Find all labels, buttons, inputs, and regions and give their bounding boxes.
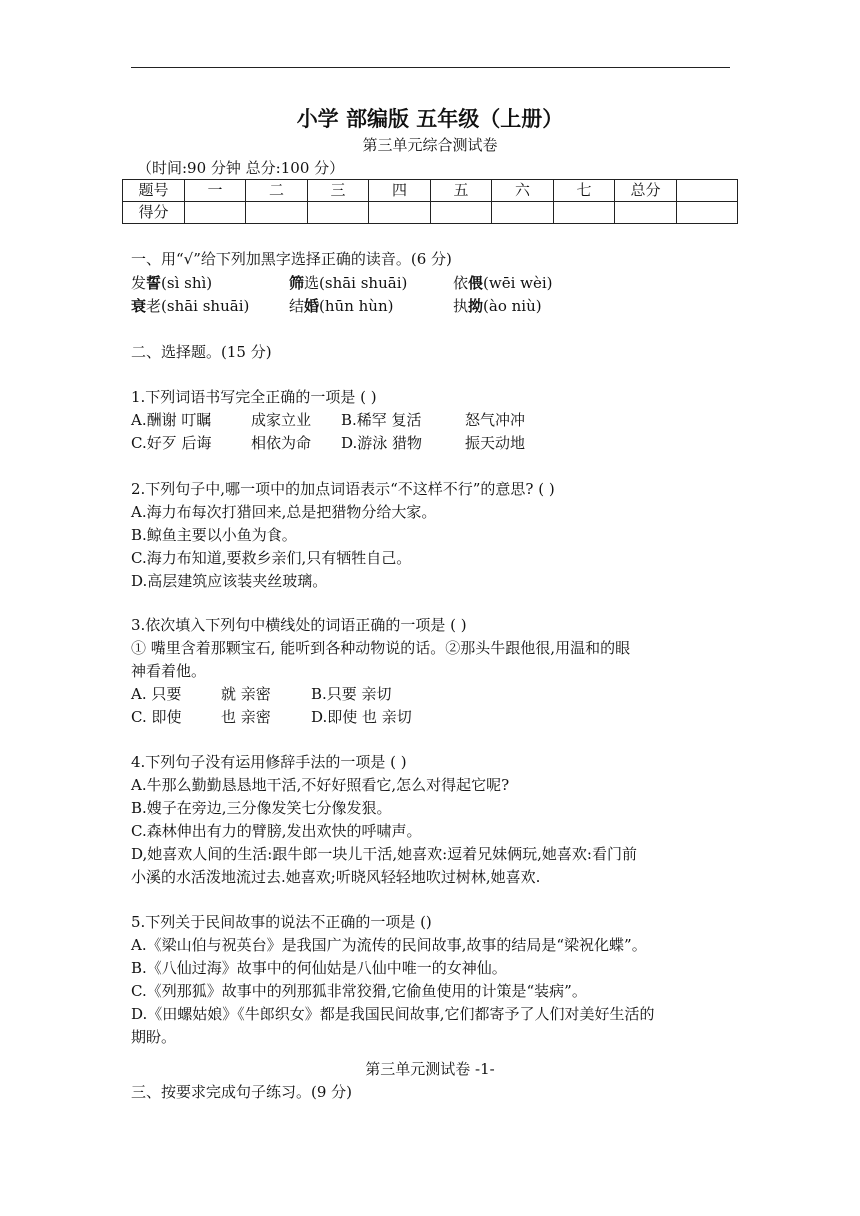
q5-option-b: B.《八仙过海》故事中的何仙姑是八仙中唯一的女神仙。 bbox=[131, 959, 507, 977]
section2-heading: 二、选择题。(15 分) bbox=[131, 343, 272, 361]
table-cell: 四 bbox=[369, 180, 431, 202]
q5-option-d-line1: D.《田螺姑娘》《牛郎织女》都是我国民间故事,它们都寄予了人们对美好生活的 bbox=[131, 1005, 655, 1023]
q3-stem: 3.依次填入下列句中横线处的词语正确的一项是 ( ) bbox=[131, 616, 467, 634]
score-cell bbox=[185, 202, 246, 224]
score-cell bbox=[615, 202, 677, 224]
table-cell: 总分 bbox=[615, 180, 677, 202]
q1-stem: 1.下列词语书写完全正确的一项是 ( ) bbox=[131, 388, 377, 406]
option-text: C. 即使 bbox=[131, 708, 182, 726]
q4-option-c: C.森林伸出有力的臂膀,发出欢快的呼啸声。 bbox=[131, 822, 422, 840]
q2-option-c: C.海力布知道,要救乡亲们,只有牺牲自己。 bbox=[131, 549, 412, 567]
q1-options-ab bbox=[131, 409, 525, 431]
table-cell: 一 bbox=[185, 180, 246, 202]
score-cell bbox=[431, 202, 492, 224]
option-text: 就 亲密 bbox=[221, 685, 271, 703]
option-text: A. 只要 bbox=[131, 685, 182, 703]
option-text: D.即使 也 亲切 bbox=[311, 708, 412, 726]
option-text: A.酬谢 叮瞩 bbox=[131, 411, 212, 429]
pinyin-item: 发誓(sì shì) bbox=[131, 274, 213, 292]
q4-option-d-line1: D,她喜欢人间的生活:跟牛郎一块儿干活,她喜欢:逗着兄妹俩玩,她喜欢:看门前 bbox=[131, 845, 637, 863]
q4-option-d-line2: 小溪的水活泼地流过去.她喜欢;听晓风轻轻地吹过树林,她喜欢. bbox=[131, 868, 541, 886]
pinyin-item: 依偎(wēi wèi) bbox=[453, 274, 553, 292]
q4-option-a: A.牛那么勤勤恳恳地干活,不好好照看它,怎么对得起它呢? bbox=[131, 776, 510, 794]
q5-option-d-line2: 期盼。 bbox=[131, 1028, 177, 1046]
pinyin-item: 执拗(ào niù) bbox=[453, 297, 542, 315]
table-cell: 题号 bbox=[123, 180, 185, 202]
q3-options-ab bbox=[131, 683, 392, 705]
score-cell bbox=[492, 202, 554, 224]
score-cell bbox=[308, 202, 369, 224]
option-text: 怒气冲冲 bbox=[465, 411, 526, 429]
score-cell bbox=[554, 202, 615, 224]
q4-stem: 4.下列句子没有运用修辞手法的一项是 ( ) bbox=[131, 753, 407, 771]
pinyin-item: 结婚(hūn hùn) bbox=[289, 297, 394, 315]
section1-heading: 一、用“√”给下列加黑字选择正确的读音。(6 分) bbox=[131, 250, 452, 268]
section3-heading: 三、按要求完成句子练习。(9 分) bbox=[131, 1083, 353, 1101]
table-cell: 五 bbox=[431, 180, 492, 202]
pinyin-row-1 bbox=[131, 272, 553, 294]
page-title: 小学 部编版 五年级（上册） bbox=[296, 106, 564, 131]
table-cell: 得分 bbox=[123, 202, 185, 224]
q4-option-b: B.嫂子在旁边,三分像发笑七分像发狠。 bbox=[131, 799, 392, 817]
q2-option-a: A.海力布每次打猎回来,总是把猎物分给大家。 bbox=[131, 503, 437, 521]
pinyin-item: 衰老(shāi shuāi) bbox=[131, 297, 250, 315]
q5-stem: 5.下列关于民间故事的说法不正确的一项是 () bbox=[131, 913, 432, 931]
q5-option-a: A.《梁山伯与祝英台》是我国广为流传的民间故事,故事的结局是“梁祝化蝶”。 bbox=[131, 936, 647, 954]
score-cell bbox=[677, 202, 738, 224]
option-text: 相依为命 bbox=[251, 434, 312, 452]
table-cell: 七 bbox=[554, 180, 615, 202]
score-table-score-row bbox=[123, 202, 738, 224]
page-footer: 第三单元测试卷 -1- bbox=[365, 1060, 495, 1078]
score-cell bbox=[369, 202, 431, 224]
option-text: 振天动地 bbox=[465, 434, 526, 452]
q3-sentence-line2: 神看着他。 bbox=[131, 662, 207, 680]
option-text: C.好歹 后诲 bbox=[131, 434, 212, 452]
q2-stem: 2.下列句子中,哪一项中的加点词语表示“不这样不行”的意思? ( ) bbox=[131, 480, 555, 498]
table-cell: 二 bbox=[246, 180, 308, 202]
q2-option-d: D.高层建筑应该装夹丝玻璃。 bbox=[131, 572, 328, 590]
score-table bbox=[122, 179, 738, 224]
option-text: D.游泳 猎物 bbox=[341, 434, 423, 452]
option-text: B.稀罕 复活 bbox=[341, 411, 422, 429]
table-cell: 三 bbox=[308, 180, 369, 202]
score-cell bbox=[246, 202, 308, 224]
option-text: 成家立业 bbox=[251, 411, 312, 429]
option-text: 也 亲密 bbox=[221, 708, 271, 726]
time-info: （时间:90 分钟 总分:100 分） bbox=[137, 159, 345, 177]
option-text: B.只要 亲切 bbox=[311, 685, 392, 703]
page-subtitle: 第三单元综合测试卷 bbox=[362, 136, 498, 154]
q2-option-b: B.鲸鱼主要以小鱼为食。 bbox=[131, 526, 297, 544]
q1-options-cd bbox=[131, 432, 525, 454]
q3-sentence-line1: ① 嘴里含着那颗宝石, 能听到各种动物说的话。②那头牛跟他很,用温和的眼 bbox=[131, 639, 631, 657]
q5-option-c: C.《列那狐》故事中的列那狐非常狡猾,它偷鱼使用的计策是“装病”。 bbox=[131, 982, 587, 1000]
score-table-header-row bbox=[123, 180, 738, 202]
pinyin-item: 筛选(shāi shuāi) bbox=[289, 274, 408, 292]
q3-options-cd bbox=[131, 706, 412, 728]
pinyin-row-2 bbox=[131, 295, 542, 317]
table-cell bbox=[677, 180, 738, 202]
table-cell: 六 bbox=[492, 180, 554, 202]
top-rule bbox=[131, 67, 730, 68]
